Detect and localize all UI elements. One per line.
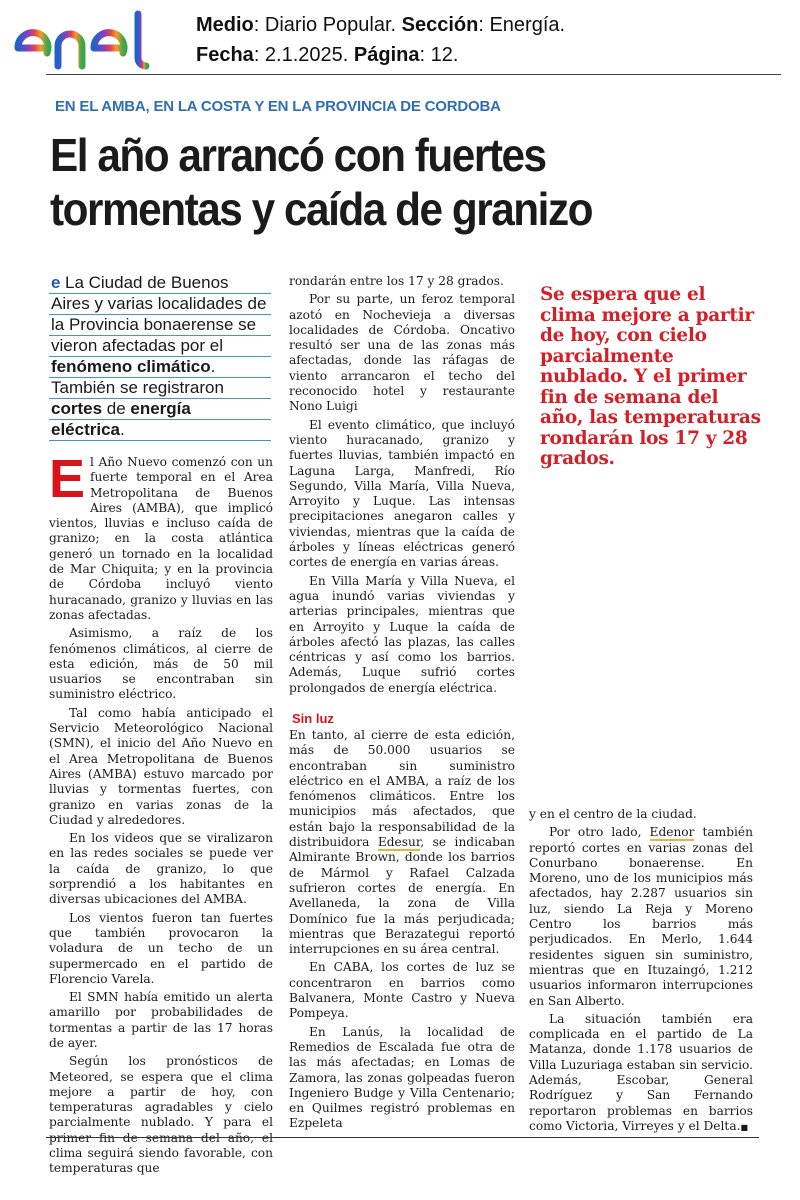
enel-logo-graphic	[12, 8, 172, 70]
paragraph: En los videos que se viralizaron en las redes sociales se puede ver la caída de granizo, lo que sorprendió a los habitantes en diversas ubicaciones del AMBA.	[49, 831, 273, 907]
lead-line: cortes de energía	[49, 399, 271, 420]
header-divider	[46, 74, 781, 75]
pagina-label: Página	[353, 44, 420, 66]
paragraph: El evento climático, que incluyó viento huracanado, granizo y fuertes lluvias, también impactó en Laguna Larga, Manfredi, Río Segundo, Villa María, Villa Nueva, Arroyito y Luque. Las intensas precipitaciones anegaron calles y viviendas, mientras que la caída de árboles y líneas eléctricas generó cortes de energía en varias áreas.	[289, 417, 515, 570]
paragraph: El Año Nuevo comenzó con un fuerte temporal en el Area Metropolitana de Buenos Aires (AMBA), que implicó vientos, lluvias e incluso caída de granizo; en la costa atlántica generó un tornado en la localidad de Mar Chiquita; y en la provincia de Córdoba incluyó viento huracanado, granizo y lluvias en las zonas afectadas.	[49, 449, 273, 622]
paragraph: Asimismo, a raíz de los fenómenos climáticos, al cierre de esta edición, más de 50 mil usuarios se encontraban sin suministro eléctrico.	[49, 626, 273, 702]
meta-line-2	[196, 40, 565, 70]
lead-line: la Provincia bonaerense se	[49, 315, 271, 336]
seccion-label: Sección	[401, 14, 479, 36]
subhead-sin-luz: Sin luz	[292, 711, 334, 726]
clipping-metadata	[196, 10, 565, 70]
pagina-value: : 12.	[419, 44, 459, 66]
lead-line: fenómeno climático.	[49, 357, 271, 378]
edesur-highlight: Edesur	[377, 835, 421, 850]
article-headline	[50, 128, 712, 236]
medio-value: : Diario Popular.	[253, 14, 402, 36]
lead-line: Aires y varias localidades de	[49, 294, 271, 315]
medio-label: Medio	[196, 14, 254, 36]
paragraph: Según los pronósticos de Meteored, se espera que el clima mejore a partir de hoy, con temperaturas agradables y cielo parcialmente nublado. Y para el clima seguirá siendo favorable, con temperaturas que	[49, 1054, 273, 1176]
paragraph: En CABA, los cortes de luz se concentraron en barrios como Balvanera, Monte Castro y Nueva Pompeya.	[289, 960, 515, 1021]
enel-bullet-icon: e	[51, 273, 61, 292]
meta-line-1	[196, 10, 565, 40]
headline-line-2: tormentas y caída de granizo	[50, 183, 593, 235]
body-column-1	[49, 449, 273, 1180]
paragraph: El SMN había emitido un alerta amarillo por probabilidades de tormentas a partir de las 17 horas de ayer.	[49, 990, 273, 1050]
paragraph: Por su parte, un feroz temporal azotó en Nochevieja a diversas localidades de Córdoba. Oncativo resultó ser una de las zonas más afectadas, donde las ráfagas de viento arrancaron el techo del reconocido hotel y restaurante Nono Luigi	[289, 292, 515, 414]
pull-quote: Se espera que el clima mejore a partir de hoy, con cielo parcialmente nublado. Y el primer fin de semana del año, las temperaturas rondarán los 17 y 28 grados.	[540, 284, 761, 469]
paragraph: rondarán entre los 17 y 28 grados.	[289, 274, 504, 288]
body-column-2-lower	[289, 728, 515, 1135]
body-column-3	[529, 807, 753, 1138]
paragraph: Por otro lado, Edenor también reportó cortes en varias zonas del Conurbano bonaerense. En Moreno, uno de los municipios más afectados, hay 2.287 usuarios sin luz, siendo La Reja y Moreno Centro los barrios más perjudicados. En Merlo, 1.644 residentes siguen sin suministro, mientras que en Ituzaingó, 1.212 usuarios informaron interrupciones en San Alberto.	[529, 825, 753, 1008]
enel-logo	[12, 8, 172, 70]
body-column-2	[289, 274, 515, 699]
lead-line: vieron afectadas por el	[49, 336, 271, 357]
bottom-divider	[46, 1137, 759, 1138]
edenor-highlight: Edenor	[649, 825, 695, 840]
end-mark-icon: ■	[740, 1122, 749, 1132]
lead-line: También se registraron	[49, 378, 271, 399]
fecha-value: : 2.1.2025.	[253, 44, 354, 66]
lead-line: e La Ciudad de Buenos	[49, 273, 271, 294]
paragraph: La situación también era complicada en el partido de La Matanza, donde 1.178 usuarios de Villa Luzuriaga estaban sin servicio. Además, Escobar, General Rodríguez y San Fernando reportaron problemas en barrios como Victoria, Virreyes y el Delta.■	[529, 1011, 753, 1133]
fecha-label: Fecha	[196, 44, 254, 66]
paragraph: Los vientos fueron tan fuertes que también provocaron la voladura de un techo de un supermercado en el partido de Florencio Varela.	[49, 910, 273, 986]
paragraph: En tanto, al cierre de esta edición, más de 50.000 usuarios se encontraban sin suministro eléctrico en el AMBA, a raíz de los fenómenos climáticos. Entre los municipios más afectados, que están bajo la responsabilidad de la distribuidora Edesur, se indicaban Almirante Brown, donde los barrios de Mármol y Rafael Calzada sufrieron cortes de energía. En Avellaneda, la zona de Villa Domínico fue la más perjudicada; mientras que Berazategui reportó interrupciones en su área central.	[289, 728, 516, 957]
paragraph: y en el centro de la ciudad.	[529, 807, 697, 821]
paragraph: Tal como había anticipado el Servicio Meteorológico Nacional (SMN), el inicio del Año Nuevo en el Area Metropolitana de Buenos Aires (AMBA) estuvo marcado por lluvias y tormentas fuertes, con granizo en varias zonas de la Ciudad y alrededores.	[49, 705, 273, 827]
article-lead	[49, 273, 271, 441]
headline-line-1: El año arrancó con fuertes	[50, 129, 546, 181]
seccion-value: : Energía.	[478, 14, 566, 36]
lead-line: eléctrica.	[49, 420, 271, 441]
paragraph: En Lanús, la localidad de Remedios de Escalada fue otra de las más afectadas; en Lomas de Zamora, las zonas golpeadas fueron Ingeniero Budge y Villa Centenario; en Quilmes registró problemas en Ezpeleta	[289, 1024, 515, 1131]
paragraph: En Villa María y Villa Nueva, el agua inundó varias viviendas y arterias principales, mientras que en Arroyito y Luque la caída de árboles afectó las plazas, las calles céntricas y así como los barrios. Además, Luque sufrió cortes prolongados de energía eléctrica.	[289, 573, 515, 695]
drop-cap: E	[49, 449, 86, 509]
article-kicker: EN EL AMBA, EN LA COSTA Y EN LA PROVINCIA DE CORDOBA	[55, 98, 501, 115]
